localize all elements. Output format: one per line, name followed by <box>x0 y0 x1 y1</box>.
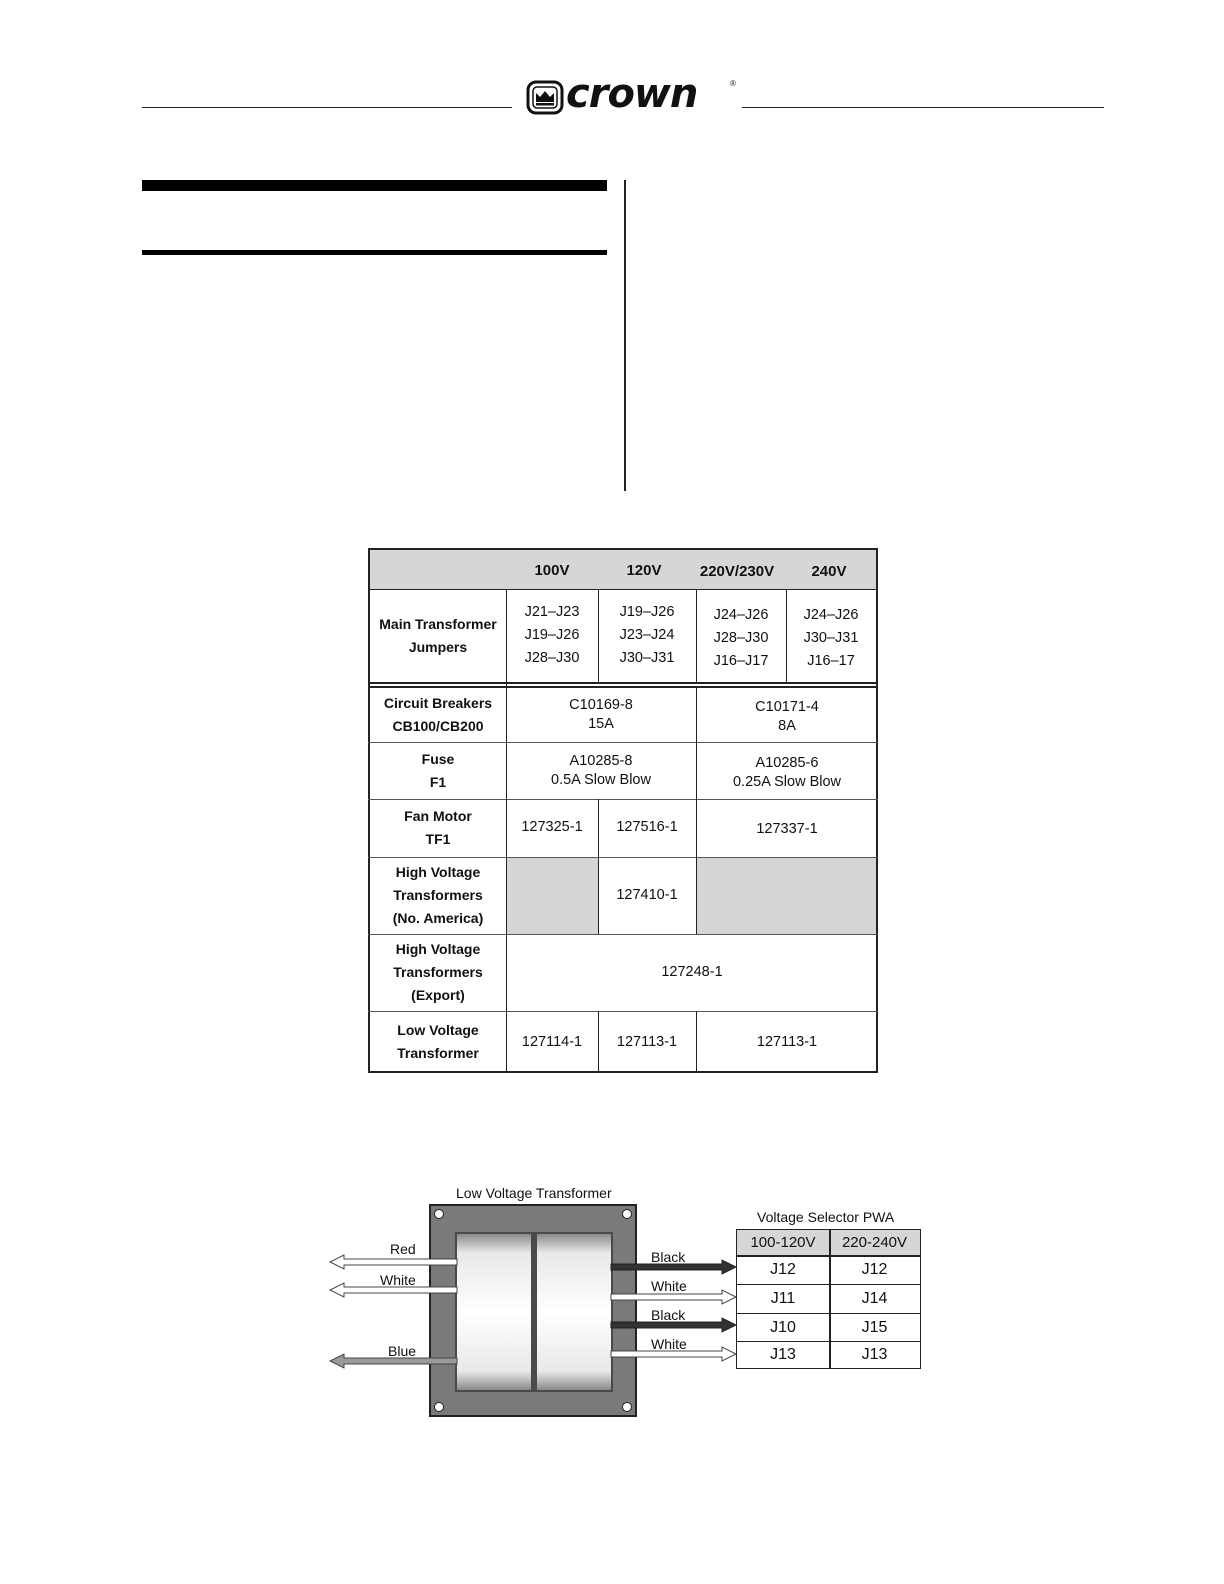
transformer-parts-table <box>368 548 878 1073</box>
brand-name: crown <box>566 71 698 117</box>
lv-transformer-220-240v: 127113-1 <box>756 1033 818 1050</box>
voltage-selector-table <box>736 1229 921 1369</box>
selector-cell: J13 <box>861 1346 888 1363</box>
row-label-line: Fan Motor <box>404 808 472 824</box>
header-rule-right <box>742 107 1104 108</box>
low-voltage-transformer-diagram <box>300 1180 740 1430</box>
mount-hole <box>435 1210 444 1219</box>
row-label-line: Fuse <box>421 750 455 767</box>
wire-label-white: White <box>380 1272 416 1288</box>
rating: 0.5A Slow Blow <box>551 771 651 788</box>
fan-motor-120v: 127516-1 <box>616 818 678 835</box>
row-label-hv-transformers-export <box>370 934 506 1011</box>
crown-logo <box>524 71 740 118</box>
fan-motor-100v: 127325-1 <box>521 818 583 835</box>
rating: 15A <box>588 716 614 732</box>
part-number: C10171-4 <box>755 699 819 715</box>
row-label-line: Transformers <box>393 887 483 903</box>
jumpers-120v <box>598 589 696 682</box>
row-label-hv-transformers-na <box>370 857 506 934</box>
hv-transformer-na-120v: 127410-1 <box>616 887 678 903</box>
jumper-value: J19–J26 <box>524 627 580 643</box>
mount-hole <box>435 1403 444 1412</box>
selector-cell: J13 <box>770 1346 796 1363</box>
column-divider <box>624 180 626 491</box>
jumper-value: J23–J24 <box>619 627 675 643</box>
row-label-line: TF1 <box>425 831 451 847</box>
header-rule-left <box>142 107 512 108</box>
jumper-value: J16–17 <box>807 653 855 669</box>
row-label-line: F1 <box>429 773 447 790</box>
section-heading-bar-bottom <box>142 250 607 255</box>
jumper-value: J16–J17 <box>713 653 769 669</box>
row-label-line: (No. America) <box>392 910 484 926</box>
mount-hole <box>623 1403 632 1412</box>
selector-cell: J10 <box>770 1318 796 1336</box>
row-label-line: Low Voltage <box>397 1022 479 1038</box>
section-heading-bar-top <box>142 180 607 191</box>
jumper-value: J24–J26 <box>713 607 769 623</box>
row-label-line: Circuit Breakers <box>383 695 493 711</box>
mount-hole <box>623 1210 632 1219</box>
selector-cell: J11 <box>770 1290 796 1307</box>
selector-cell: J14 <box>861 1290 888 1307</box>
fuse-100-120v <box>506 742 696 799</box>
breaker-220-240v <box>696 690 878 744</box>
row-label-line: (Export) <box>411 987 465 1003</box>
wire-label-black-2: Black <box>651 1307 686 1323</box>
row-label-fuse <box>370 742 506 799</box>
wire-label-white-2: White <box>651 1336 687 1352</box>
jumper-value: J21–J23 <box>524 604 580 620</box>
row-label-fan-motor <box>370 799 506 857</box>
hv-transformer-export: 127248-1 <box>661 964 723 980</box>
wire-label-red: Red <box>390 1241 416 1257</box>
row-label-line: Main Transformer <box>379 615 497 632</box>
row-label-circuit-breakers <box>370 688 506 742</box>
column-header-100v: 100V <box>534 562 570 579</box>
row-label-line: High Voltage <box>395 941 481 957</box>
jumper-value: J30–J31 <box>803 630 859 646</box>
registered-mark: ® <box>730 79 736 88</box>
part-number: A10285-8 <box>569 752 633 769</box>
part-number: C10169-8 <box>569 697 633 713</box>
lv-transformer-100v: 127114-1 <box>521 1033 583 1050</box>
breaker-100-120v <box>506 688 696 742</box>
column-header-220-230v: 220V/230V <box>699 563 775 580</box>
row-label-line: Transformers <box>393 964 483 980</box>
row-label-lv-transformer <box>370 1011 506 1073</box>
jumpers-100v <box>506 589 598 682</box>
transformer-title: Low Voltage Transformer <box>456 1185 612 1201</box>
selector-title-text: Voltage Selector PWA <box>757 1209 895 1225</box>
row-label-line: Jumpers <box>408 638 468 655</box>
secondary-coil <box>537 1234 611 1390</box>
fan-motor-220-240v: 127337-1 <box>756 821 818 837</box>
rating: 8A <box>778 718 796 734</box>
row-label-line: High Voltage <box>395 864 481 880</box>
jumper-value: J28–J30 <box>524 650 580 666</box>
part-number: A10285-6 <box>755 754 819 771</box>
jumper-value: J30–J31 <box>619 650 675 666</box>
column-header-240v: 240V <box>811 563 847 580</box>
rating: 0.25A Slow Blow <box>732 773 841 790</box>
jumpers-220-230v <box>696 592 786 685</box>
selector-cell: J12 <box>770 1261 796 1278</box>
row-label-main-transformer <box>370 589 506 682</box>
lv-transformer-120v: 127113-1 <box>616 1033 678 1050</box>
wire-label-white-1: White <box>651 1278 687 1294</box>
jumper-value: J19–J26 <box>619 604 675 620</box>
primary-coil <box>457 1234 531 1390</box>
column-header-120v: 120V <box>626 562 662 579</box>
wire-label-black-1: Black <box>651 1249 686 1265</box>
wire-label-blue: Blue <box>388 1343 417 1359</box>
crown-icon <box>526 80 564 116</box>
selector-cell: J15 <box>861 1318 888 1336</box>
jumpers-240v <box>786 592 876 685</box>
selector-col-100-120v: 100-120V <box>737 1230 829 1255</box>
jumper-value: J24–J26 <box>803 607 859 623</box>
row-label-line: Transformer <box>397 1045 479 1061</box>
fuse-220-240v <box>696 744 878 801</box>
selector-col-220-240v: 220-240V <box>829 1230 920 1255</box>
jumper-value: J28–J30 <box>713 630 769 646</box>
selector-cell: J12 <box>861 1261 888 1278</box>
row-label-line: CB100/CB200 <box>392 718 484 734</box>
